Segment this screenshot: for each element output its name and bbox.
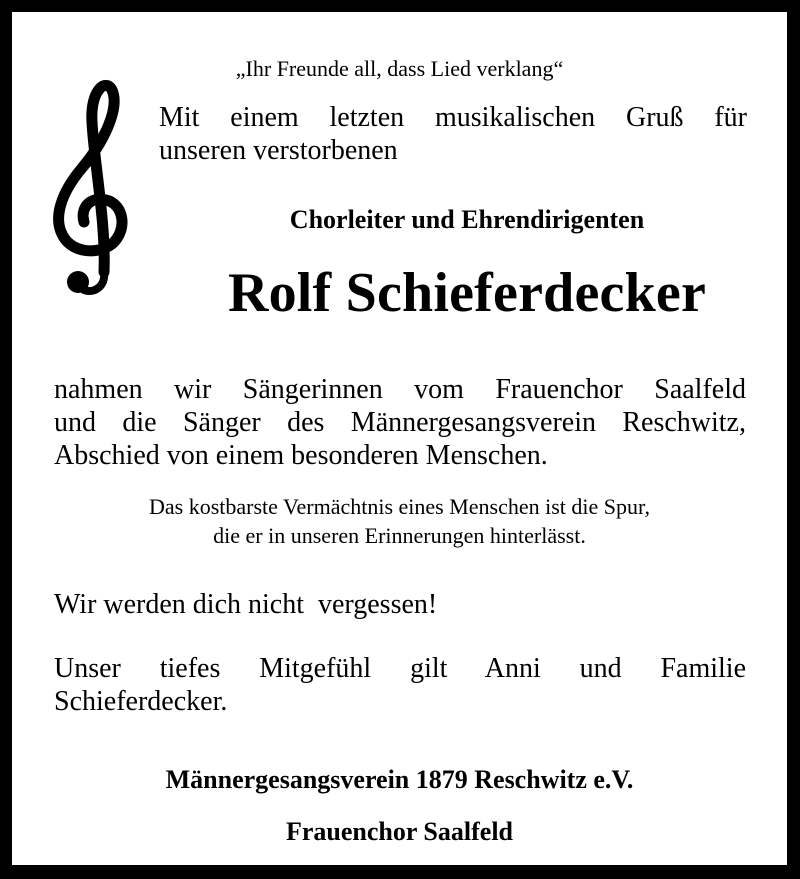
signature-club: Männergesangsverein 1879 Reschwitz e.V. (165, 765, 634, 794)
motto-line: die er in unseren Erinnerungen hinterlässt. (213, 523, 586, 548)
obituary-notice (12, 12, 787, 865)
sympathy-line: Schieferdecker. (54, 686, 228, 717)
remember-line (54, 588, 746, 621)
farewell-line: nahmen wir Sängerinnen vom Frauenchor Saalfeld (54, 374, 746, 405)
treble-clef-icon (48, 72, 138, 302)
remember-text: Wir werden dich nicht vergessen! (54, 589, 438, 620)
motto-line: Das kostbarste Vermächtnis eines Menschen ist die Spur, (149, 494, 650, 519)
role-title: Chorleiter und Ehrendirigenten (289, 205, 645, 234)
deceased-name: Rolf Schieferdecker (227, 262, 707, 324)
farewell-line: Abschied von einem besonderen Menschen. (54, 440, 548, 471)
signature-choir: Frauenchor Saalfeld (285, 817, 514, 846)
memorial-motto (12, 492, 787, 550)
sympathy-line: Unser tiefes Mitgefühl gilt Anni und Familie (54, 653, 746, 684)
opening-quote: „Ihr Freunde all, dass Lied verklang“ (235, 56, 564, 81)
intro-text (159, 101, 747, 167)
farewell-line: und die Sänger des Männergesangsverein Reschwitz, (54, 407, 746, 438)
intro-line: unseren verstorbenen (159, 135, 398, 166)
farewell-paragraph (54, 373, 746, 472)
sympathy-paragraph (54, 652, 746, 718)
intro-line: Mit einem letzten musikalischen Gruß für (159, 102, 747, 133)
